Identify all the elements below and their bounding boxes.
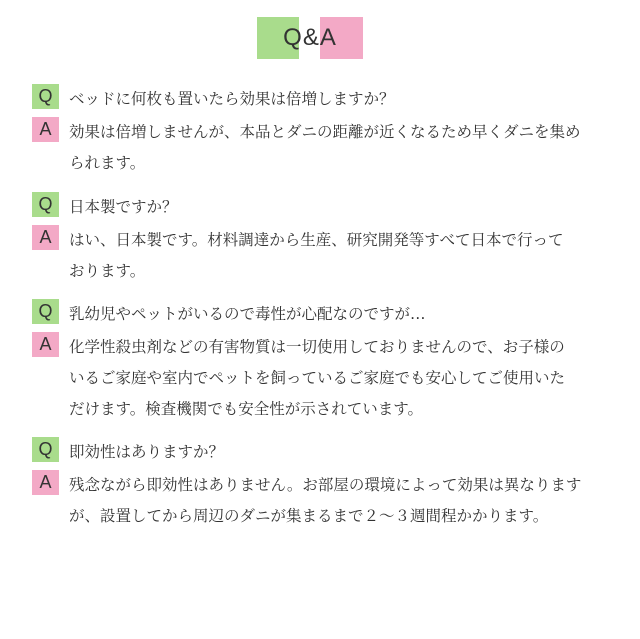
question-row [32, 192, 612, 223]
qa-title [257, 17, 363, 59]
qa-item-4 [32, 440, 612, 532]
title-a-letter: A [319, 24, 337, 51]
answer-text [69, 332, 612, 425]
answer-row [32, 117, 612, 179]
title-text [257, 17, 363, 59]
question-row [32, 299, 612, 330]
qa-item-1 [32, 87, 612, 179]
answer-text [69, 117, 612, 179]
title-ampersand: & [302, 24, 320, 51]
title-q-letter: Q [283, 24, 303, 51]
answer-line: はい、日本製です。材料調達から生産、研究開発等すべて日本で行って [69, 231, 564, 249]
question-text: 乳幼児やペットがいるので毒性が心配なのですが… [69, 305, 426, 323]
answer-line: だけます。検査機関でも安全性が示されています。 [69, 400, 424, 418]
answer-text [69, 470, 612, 532]
answer-line: いるご家庭や室内でペットを飼っているご家庭でも安心してご使用いた [69, 369, 566, 387]
answer-row [32, 332, 612, 425]
answer-row [32, 470, 612, 532]
q-badge: Q [32, 192, 59, 217]
question-row [32, 437, 612, 468]
a-badge: A [32, 470, 59, 495]
q-badge: Q [32, 299, 59, 324]
qa-item-3 [32, 302, 612, 425]
answer-line: 化学性殺虫剤などの有害物質は一切使用しておりませんので、お子様の [69, 338, 565, 356]
answer-line: が、設置してから周辺のダニが集まるまで２～３週間程かかります。 [69, 507, 549, 525]
answer-line: られます。 [69, 154, 146, 172]
question-text: ベッドに何枚も置いたら効果は倍増しますか？ [69, 90, 395, 108]
question-text: 即効性はありますか？ [69, 443, 225, 461]
q-badge: Q [32, 437, 59, 462]
q-badge: Q [32, 84, 59, 109]
a-badge: A [32, 117, 59, 142]
question-row [32, 84, 612, 115]
answer-row [32, 225, 612, 287]
answer-line: おります。 [69, 262, 146, 280]
answer-line: 効果は倍増しませんが、本品とダニの距離が近くなるため早くダニを集め [69, 123, 581, 141]
question-text: 日本製ですか？ [69, 198, 178, 216]
a-badge: A [32, 225, 59, 250]
qa-item-2 [32, 195, 612, 287]
a-badge: A [32, 332, 59, 357]
answer-line: 残念ながら即効性はありません。お部屋の環境によって効果は異なります [69, 476, 582, 494]
answer-text [69, 225, 612, 287]
